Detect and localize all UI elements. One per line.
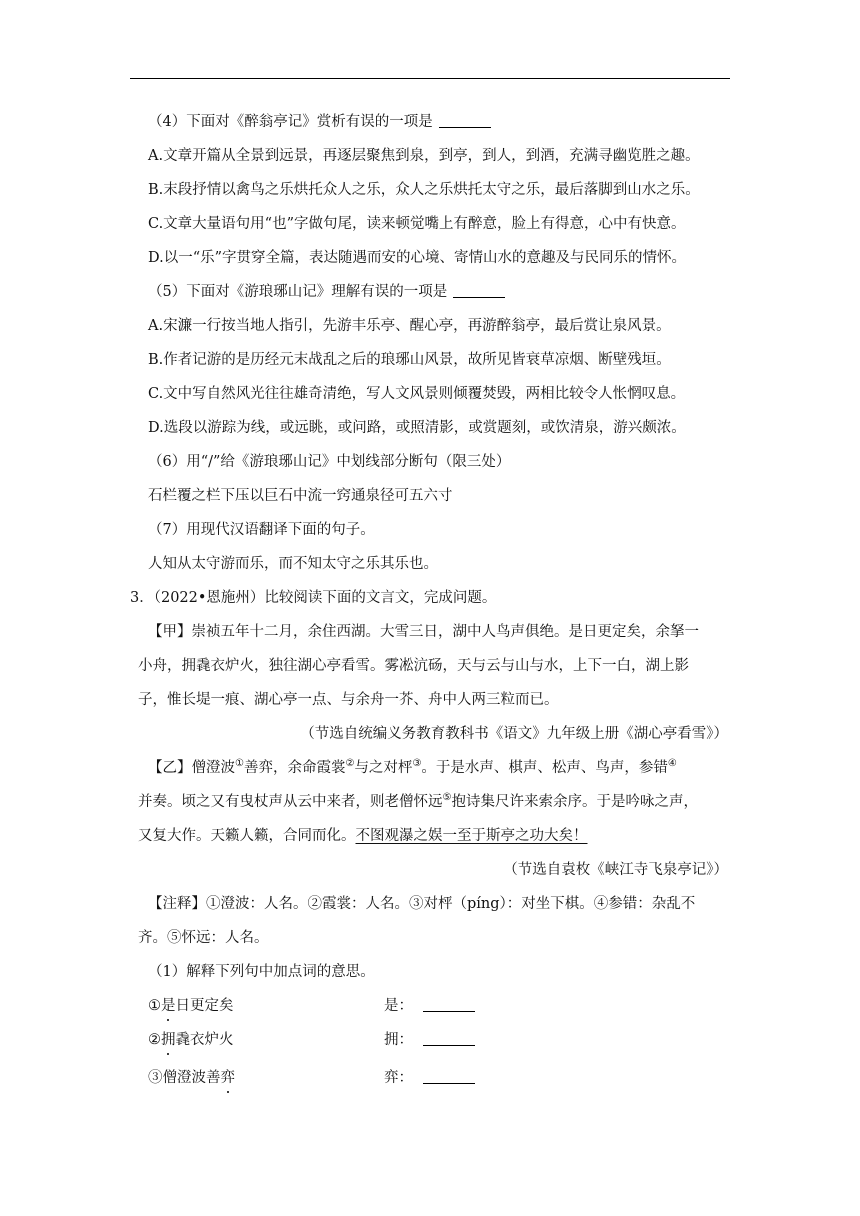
dotted-word: 弈: [220, 1070, 235, 1086]
q6-stem: （6）用“/”给《游琅琊山记》中划线部分断句（限三处）: [148, 454, 511, 470]
sub1-item-2: ②拥毳衣炉火 拥：: [148, 1030, 733, 1050]
q4-stem: （4）下面对《醉翁亭记》赏析有误的一项是: [148, 112, 733, 132]
q6-text: 石栏覆之栏下压以巨石中流一窍通泉径可五六寸: [148, 488, 453, 504]
q4-option-d[interactable]: D.以一“乐”字贯穿全篇，表达随遇而安的心境、寄情山水的意趣及与民同乐的情怀。: [148, 250, 687, 266]
q4-option-a[interactable]: A.文章开篇从全景到远景，再逐层聚焦到泉，到亭，到人，到酒，充满寻幽览胜之趣。: [148, 148, 700, 164]
sub1-item-3: ③僧澄波善弈 弈：: [148, 1068, 733, 1088]
notes-line-2: 齐。⑤怀远：人名。: [138, 930, 269, 946]
passage-yi-line-1: 【乙】僧澄波①善弈，余命霞裳②与之对枰③。于是水声、棋声、松声、鸟声，参错④: [148, 758, 677, 776]
passage-jia-line-2: 小舟，拥毳衣炉火，独往湖心亭看雪。雾凇沆砀，天与云与山与水，上下一白，湖上影: [138, 658, 689, 674]
passage-yi-line-2: 并奏。顷之又有曳杖声从云中来者，则老僧怀远⑤抱诗集尺许来索余序。于是吟咏之声，: [138, 792, 698, 810]
passage-jia-line-3: 子，惟长堤一痕、湖心亭一点、与余舟一芥、舟中人两三粒而已。: [138, 692, 559, 708]
answer-blank[interactable]: [423, 997, 475, 1012]
q3-title: 3．（2022•恩施州）比较阅读下面的文言文，完成问题。: [130, 590, 497, 606]
answer-blank[interactable]: [423, 1031, 475, 1046]
q5-option-d[interactable]: D.选段以游踪为线，或远眺，或问路，或照清影，或赏题刻，或饮清泉，游兴颇浓。: [148, 420, 686, 436]
q4-option-c[interactable]: C.文章大量语句用“也”字做句尾，读来顿觉嘴上有醉意，脸上有得意，心中有快意。: [148, 216, 686, 232]
q5-stem: （5）下面对《游琅琊山记》理解有误的一项是: [148, 282, 733, 302]
q5-option-c[interactable]: C.文中写自然风光往往雄奇清绝，写人文风景则倾覆焚毁，两相比较令人怅惘叹息。: [148, 386, 686, 402]
q5-option-a[interactable]: A.宋濂一行按当地人指引，先游丰乐亭、醒心亭，再游醉翁亭，最后赏让泉风景。: [148, 318, 671, 334]
answer-blank[interactable]: [453, 283, 505, 298]
passage-yi-source: （节选自袁枚《峡江寺飞泉亭记》）: [503, 862, 728, 878]
notes-line-1: 【注释】①澄波：人名。②霞裳：人名。③对枰（píng）：对坐下棋。④参错：杂乱不: [148, 896, 696, 912]
dotted-word: 拥: [161, 1032, 176, 1048]
q7-text: 人知从太守游而乐，而不知太守之乐其乐也。: [148, 556, 438, 572]
q5-option-b[interactable]: B.作者记游的是历经元末战乱之后的琅琊山风景，故所见皆衰草凉烟、断壁残垣。: [148, 352, 671, 368]
passage-jia-line-1: 【甲】崇祯五年十二月，余住西湖。大雪三日，湖中人鸟声俱绝。是日更定矣，余拏一: [148, 624, 699, 640]
passage-jia-source: （节选自统编义务教育教科书《语文》九年级上册《湖心亭看雪》）: [300, 726, 728, 742]
dotted-word: 是: [161, 998, 176, 1014]
answer-blank[interactable]: [423, 1069, 475, 1084]
answer-blank[interactable]: [439, 113, 491, 128]
sub1-item-1: ①是日更定矣 是：: [148, 996, 733, 1016]
q7-stem: （7）用现代汉语翻译下面的句子。: [148, 522, 375, 538]
underlined-sentence: 不图观瀑之娱一至于斯亭之功大矣！: [355, 828, 588, 844]
header-rule: [130, 78, 730, 79]
q4-option-b[interactable]: B.末段抒情以禽鸟之乐烘托众人之乐，众人之乐烘托太守之乐，最后落脚到山水之乐。: [148, 182, 700, 198]
sub1-stem: （1）解释下列句中加点词的意思。: [148, 964, 375, 980]
passage-yi-line-3: 又复大作。天籁人籁，合同而化。不图观瀑之娱一至于斯亭之功大矣！: [138, 828, 588, 844]
